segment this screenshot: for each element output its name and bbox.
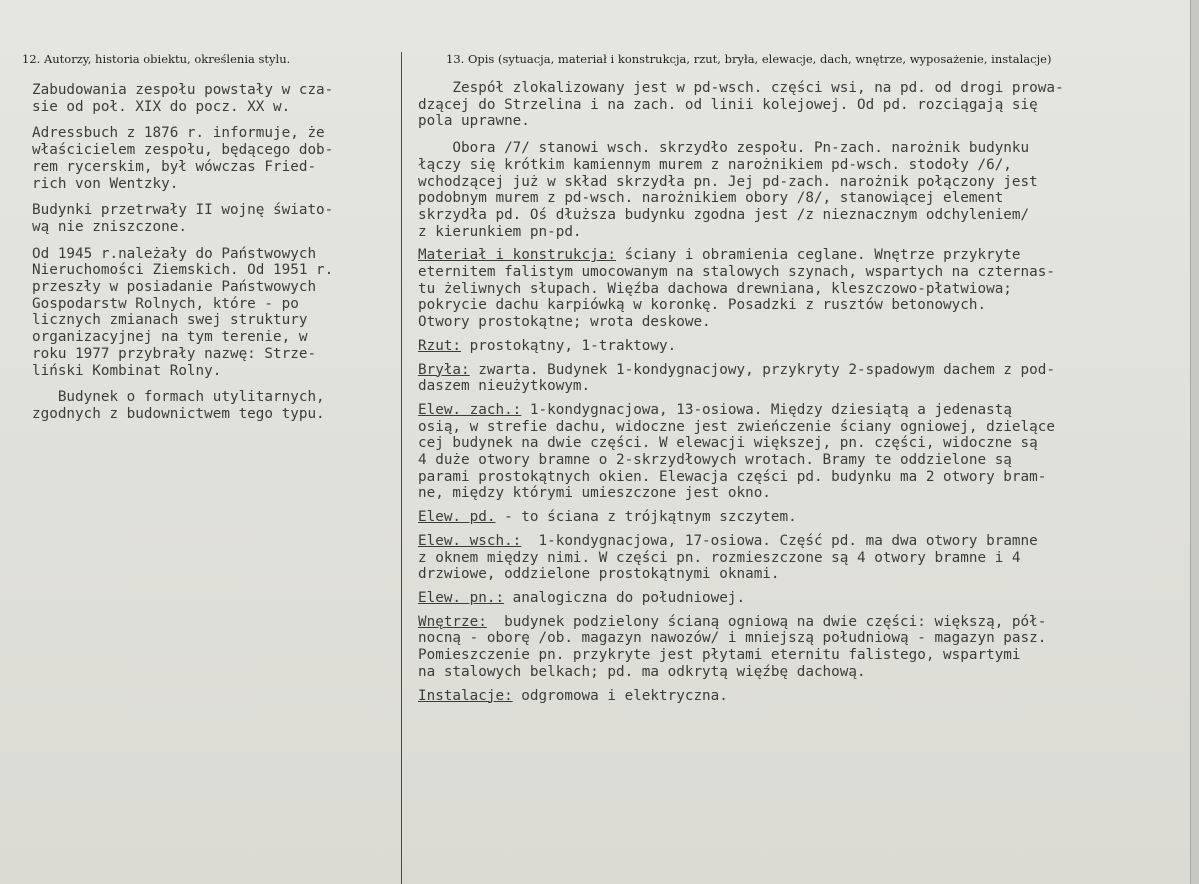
text-line: Od 1945 r.należały do Państwowych bbox=[32, 245, 317, 262]
text-line: przeszły w posiadanie Państwowych bbox=[32, 279, 317, 296]
wnetrze-heading: Wnętrze: bbox=[418, 613, 487, 630]
instalacje-heading: Instalacje: bbox=[418, 687, 513, 704]
text-line: liński Kombinat Rolny. bbox=[32, 362, 222, 379]
text-line: organizacyjnej na tym terenie, w bbox=[32, 329, 308, 346]
material-line: Materiał i konstrukcja: ściany i obramienia ceglane. Wnętrze przykryte bbox=[418, 247, 1021, 264]
elew-pn-heading: Elew. pn.: bbox=[418, 589, 505, 606]
text-line: ne, między którymi umieszczone jest okno. bbox=[418, 485, 771, 502]
text-line: Budynek o formach utylitarnych, bbox=[32, 389, 325, 406]
text-line: skrzydła pd. Oś dłuższa budynku zgodna jest /z nieznacznym odchyleniem/ bbox=[418, 206, 1030, 223]
rzut-line: Rzut: prostokątny, 1-traktowy. bbox=[418, 337, 677, 354]
text-line: pokrycie dachu karpiówką w koronkę. Posadzki z rusztów betonowych. bbox=[418, 297, 987, 314]
text-line: drzwiowe, oddzielone prostokątnymi oknami. bbox=[418, 566, 780, 583]
text-line: tu żeliwnych słupach. Więźba dachowa drewniana, kleszczowo-płatwiowa; bbox=[418, 280, 1012, 297]
text-line: łączy się krótkim kamiennym murem z narożnikiem pd-wsch. stodoły /6/, bbox=[418, 156, 1012, 173]
elew-zach-line: Elew. zach.: 1-kondygnacjowa, 13-osiowa. Między dziesiątą a jedenastą bbox=[418, 401, 1012, 418]
section-13-header: 13. Opis (sytuacja, materiał i konstrukcja, rzut, bryła, elewacje, dach, wnętrze, wyposażenie, instalacje) bbox=[446, 52, 1052, 66]
text-line: sie od poł. XIX do pocz. XX w. bbox=[32, 98, 291, 115]
text-line: Otwory prostokątne; wrota deskowe. bbox=[418, 314, 711, 331]
material-heading: Materiał i konstrukcja: bbox=[418, 247, 616, 264]
text-line: wą nie zniszczone. bbox=[32, 218, 187, 235]
text-line: Obora /7/ stanowi wsch. skrzydło zespołu. Pn-zach. narożnik budynku bbox=[418, 140, 1030, 157]
text-line: daszem nieużytkowym. bbox=[418, 378, 591, 395]
bryla-line: Bryła: zwarta. Budynek 1-kondygnacjowy, przykryty 2-spadowym dachem z pod- bbox=[418, 361, 1055, 378]
elew-wsch-heading: Elew. wsch.: bbox=[418, 532, 522, 549]
column-divider bbox=[401, 52, 402, 884]
text-line: z oknem między nimi. W części pn. rozmieszczone są 4 otwory bramne i 4 bbox=[418, 549, 1021, 566]
text-line: nocną - oborę /ob. magazyn nawozów/ i mniejszą południową - magazyn pasz. bbox=[418, 630, 1047, 647]
text-line: licznych zmianach swej struktury bbox=[32, 312, 308, 329]
text-line: Zespół zlokalizowany jest w pd-wsch. części wsi, na pd. od drogi prowa- bbox=[418, 80, 1064, 96]
elew-pd-line: Elew. pd. - to ściana z trójkątnym szczytem. bbox=[418, 509, 797, 526]
text-line: Pomieszczenie pn. przykryte jest płytami eternitu falistego, wspartymi bbox=[418, 647, 1021, 664]
text-line: wchodzącej już w skład skrzydła pn. Jej pd-zach. narożnik połączony jest bbox=[418, 173, 1038, 190]
text-line: na stalowych belkach; pd. ma odkrytą więźbę dachową. bbox=[418, 663, 866, 680]
wnetrze-line: Wnętrze: budynek podzielony ścianą ogniową na dwie części: większą, pół- bbox=[418, 613, 1047, 630]
instalacje-line: Instalacje: odgromowa i elektryczna. bbox=[418, 687, 728, 704]
text-line: właścicielem zespołu, będącego dob- bbox=[32, 142, 334, 159]
page-edge bbox=[1190, 0, 1199, 884]
text-line: zgodnych z budownictwem tego typu. bbox=[32, 405, 325, 422]
text-line: z kierunkiem pn-pd. bbox=[418, 223, 582, 240]
text-line: podobnym murem z pd-wsch. narożnikiem obory /8/, stanowiącej element bbox=[418, 190, 1004, 207]
history-column bbox=[32, 82, 396, 423]
rzut-heading: Rzut: bbox=[418, 337, 462, 354]
text-line: rem rycerskim, był wówczas Fried- bbox=[32, 158, 317, 175]
text-line: dzącej do Strzelina i na zach. od linii kolejowej. Od pd. rozciągają się bbox=[418, 96, 1038, 113]
text-line: parami prostokątnych okien. Elewacja części pd. budynku ma 2 otwory bram- bbox=[418, 468, 1047, 485]
text-line: eternitem falistym umocowanym na stalowych szynach, wspartych na czternas- bbox=[418, 264, 1055, 281]
elew-wsch-line: Elew. wsch.: 1-kondygnacjowa, 17-osiowa. Część pd. ma dwa otwory bramne bbox=[418, 532, 1038, 549]
section-12-header: 12. Autorzy, historia obiektu, określenia stylu. bbox=[22, 52, 291, 66]
text-line: rich von Wentzky. bbox=[32, 175, 179, 192]
text-line: cej budynek na dwie części. W elewacji większej, pn. części, widoczne są bbox=[418, 435, 1038, 452]
text-line: Adressbuch z 1876 r. informuje, że bbox=[32, 125, 325, 142]
elew-zach-heading: Elew. zach.: bbox=[418, 401, 522, 418]
text-line: 4 duże otwory bramne o 2-skrzydłowych wrotach. Bramy te oddzielone są bbox=[418, 452, 1012, 469]
bryla-heading: Bryła: bbox=[418, 361, 470, 378]
text-line: osią, w strefie dachu, widoczne jest zwieńczenie ściany ogniowej, dzielące bbox=[418, 418, 1055, 435]
text-line: Budynki przetrwały II wojnę świato- bbox=[32, 202, 334, 219]
elew-pd-heading: Elew. pd. bbox=[418, 509, 496, 526]
description-column bbox=[418, 80, 1178, 704]
text-line: Nieruchomości Ziemskich. Od 1951 r. bbox=[32, 262, 334, 279]
text-line: roku 1977 przybrały nazwę: Strze- bbox=[32, 345, 317, 362]
elew-pn-line: Elew. pn.: analogiczna do południowej. bbox=[418, 589, 746, 606]
text-line: Zabudowania zespołu powstały w cza- bbox=[32, 82, 334, 98]
text-line: pola uprawne. bbox=[418, 113, 530, 130]
text-line: Gospodarstw Rolnych, które - po bbox=[32, 295, 299, 312]
